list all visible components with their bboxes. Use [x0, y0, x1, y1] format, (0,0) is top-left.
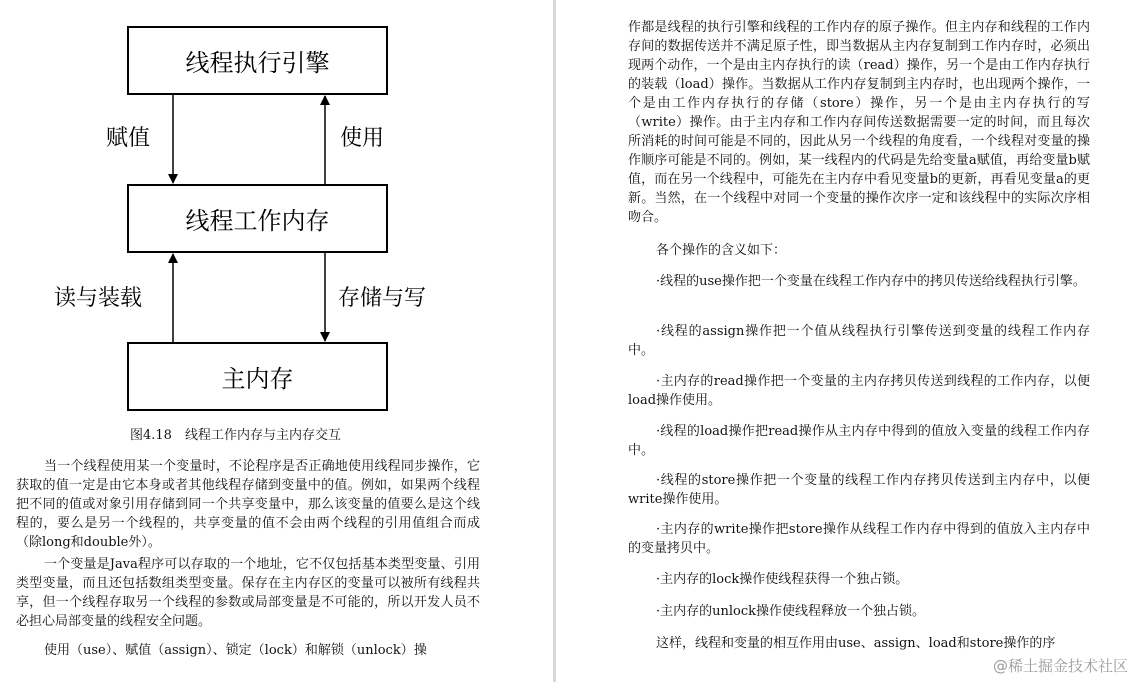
assign-label: 赋值 [106, 126, 151, 151]
op-item-load: ·线程的load操作把read操作从主内存中得到的值放入变量的线程工作内存中。 [628, 424, 1090, 458]
right-last-paragraph: 这样，线程和变量的相互作用由use、assign、load和store操作的序 [656, 636, 1056, 651]
op-item-unlock: ·主内存的unlock操作使线程释放一个独占锁。 [656, 604, 926, 619]
diagram-arrows [0, 0, 553, 430]
left-paragraph-1: 当一个线程使用某一个变量时，不论程序是否正确地使用线程同步操作，它获取的值一定是由它本身或者其他线程存储到变量中的值。例如，如果两个线程把不同的值或对象引用存储到同一个共享变量中，那么该变量的值要么是这个线程的，要么是另一个线程的，共享变量的值不会由两个线程的引用值组合而成（除long和double外）。 [16, 459, 480, 550]
execution-engine-box: 线程执行引擎 [127, 26, 388, 95]
watermark: @稀土掘金技术社区 [992, 657, 1128, 675]
op-item-write: ·主内存的write操作把store操作从线程工作内存中得到的值放入主内存中的变量拷贝中。 [628, 522, 1090, 556]
left-page [0, 0, 553, 682]
store-write-label: 存储与写 [338, 286, 427, 311]
left-paragraph-2: 一个变量是Java程序可以存取的一个地址，它不仅包括基本类型变量、引用类型变量，而且还包括数组类型变量。保存在主内存区的变量可以被所有线程共享，但一个线程存取另一个线程的参数或局部变量是不可能的，所以开发人员不必担心局部变量的线程安全问题。 [16, 557, 480, 629]
op-item-assign: ·线程的assign操作把一个值从线程执行引擎传送到变量的线程工作内存中。 [628, 324, 1090, 358]
use-label: 使用 [340, 126, 385, 151]
working-memory-box: 线程工作内存 [127, 184, 388, 253]
figure-caption: 图4.18 线程工作内存与主内存交互 [130, 428, 341, 443]
op-item-use: ·线程的use操作把一个变量在线程工作内存中的拷贝传送给线程执行引擎。 [656, 274, 1086, 289]
left-paragraph-3: 使用（use）、赋值（assign）、锁定（lock）和解锁（unlock）操 [44, 643, 427, 658]
read-load-label: 读与装载 [54, 286, 143, 311]
operations-heading: 各个操作的含义如下： [656, 243, 787, 258]
op-item-store: ·线程的store操作把一个变量的线程工作内存拷贝传送到主内存中，以便write操作使用。 [628, 473, 1090, 507]
main-memory-box: 主内存 [127, 342, 388, 411]
op-item-read: ·主内存的read操作把一个变量的主内存拷贝传送到线程的工作内存，以便load操作使用。 [628, 374, 1090, 408]
right-intro-paragraph: 作都是线程的执行引擎和线程的工作内存的原子操作。但主内存和线程的工作内存间的数据传送并不满足原子性，即当数据从主内存复制到工作内存时，必须出现两个动作，一个是由主内存执行的读（read）操作，另一个是由工作内存执行的装载（load）操作。当数据从工作内存复制到主内存时，也出现两个操作，一个是由工作内存执行的存储（store）操作，另一个是由主内存执行的写（write）操作。由于主内存和工作内存间传送数据需要一定的时间，而且每次所消耗的时间可能是不同的，因此从另一个线程的角度看，一个线程对变量的操作顺序可能是不同的。例如，某一线程内的代码是先给变量a赋值，再给变量b赋值，而在另一个线程中，可能先在主内存中看见变量b的更新，再看见变量a的更新。当然，在一个线程中对同一个变量的操作次序一定和该线程中的实际次序相吻合。 [628, 20, 1090, 225]
op-item-lock: ·主内存的lock操作使线程获得一个独占锁。 [656, 572, 909, 587]
right-page [556, 0, 1136, 682]
